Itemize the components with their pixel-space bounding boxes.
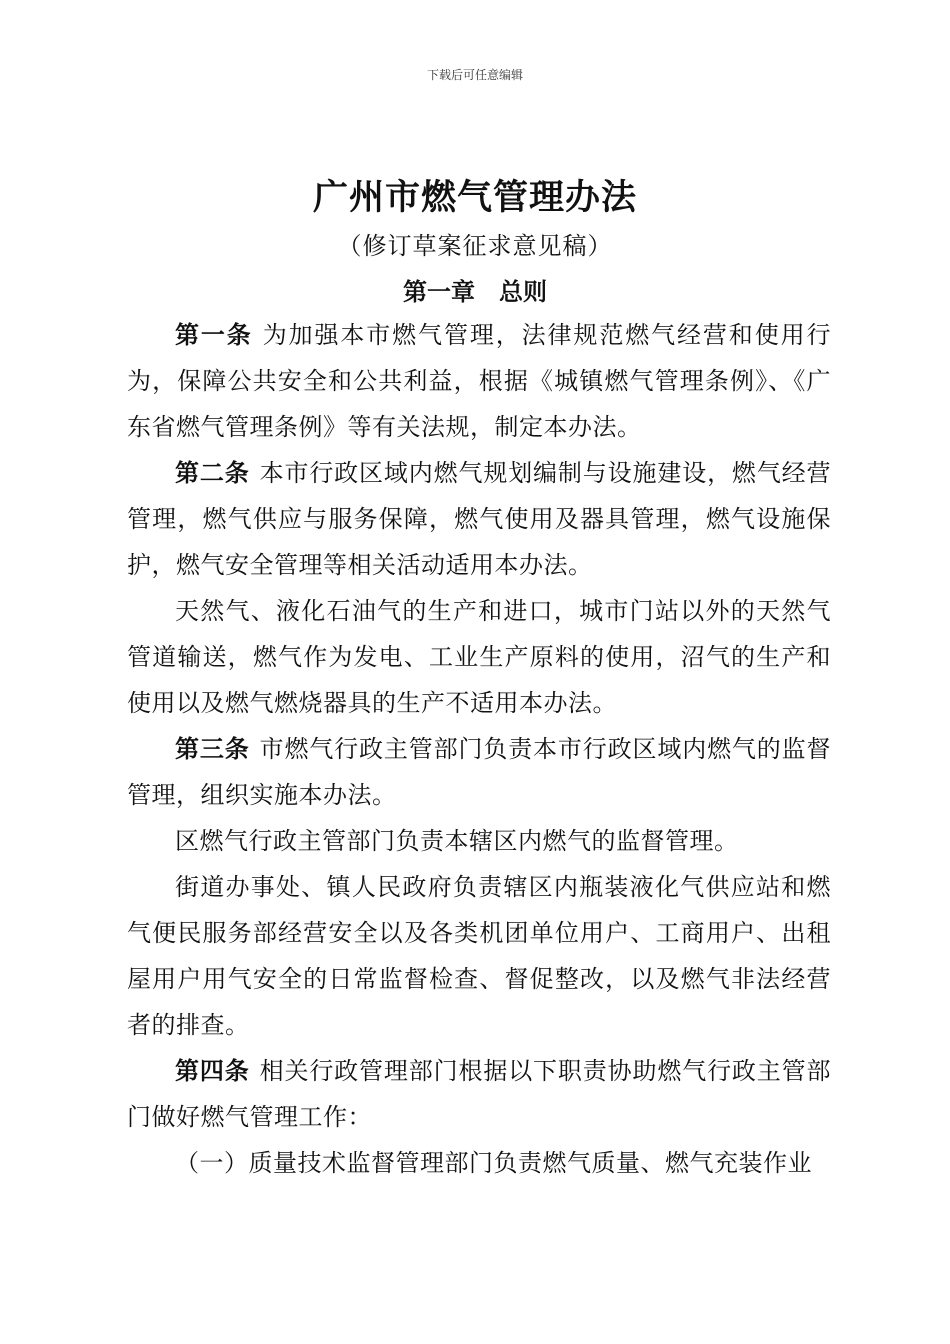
article-number: 第四条: [175, 1057, 250, 1085]
paragraph-text: 为加强本市燃气管理，法律规范燃气经营和使用行为，保障公共安全和公共利益，根据《城镇燃气管理条例》、《广东省燃气管理条例》等有关法规，制定本办法。: [127, 321, 831, 441]
paragraph-text: （一）质量技术监督管理部门负责燃气质量、燃气充装作业: [175, 1149, 812, 1177]
article-number: 第二条: [175, 459, 250, 487]
paragraph-text: 天然气、液化石油气的生产和进口，城市门站以外的天然气管道输送，燃气作为发电、工业生产原料的使用，沼气的生产和使用以及燃气燃烧器具的生产不适用本办法。: [127, 597, 831, 717]
header-note: 下载后可任意编辑: [426, 68, 523, 82]
paragraph-text: 市燃气行政主管部门负责本市行政区域内燃气的监督管理，组织实施本办法。: [127, 735, 832, 809]
article-number: 第三条: [175, 735, 250, 763]
article-number: 第一条: [175, 321, 253, 349]
chapter-heading: 第一章 总则: [403, 278, 547, 306]
paragraph-text: 本市行政区域内燃气规划编制与设施建设，燃气经营管理，燃气供应与服务保障，燃气使用及器具管理，燃气设施保护，燃气安全管理等相关活动适用本办法。: [127, 459, 832, 579]
document-title: 广州市燃气管理办法: [312, 177, 637, 218]
article-2-paragraph: [127, 450, 831, 588]
article-4-item-1: [127, 1140, 831, 1186]
article-3-continuation: [127, 818, 831, 864]
article-3-continuation: [127, 864, 831, 1048]
document-body: [127, 312, 831, 1186]
paragraph-text: 区燃气行政主管部门负责本辖区内燃气的监督管理。: [175, 827, 739, 855]
article-4-paragraph: [127, 1048, 831, 1140]
article-2-continuation: [127, 588, 831, 726]
paragraph-text: 相关行政管理部门根据以下职责协助燃气行政主管部门做好燃气管理工作：: [127, 1057, 832, 1131]
article-1-paragraph: [127, 312, 831, 450]
paragraph-text: 街道办事处、镇人民政府负责辖区内瓶装液化气供应站和燃气便民服务部经营安全以及各类机团单位用户、工商用户、出租屋用户用气安全的日常监督检查、督促整改，以及燃气非法经营者的排查。: [127, 873, 831, 1039]
article-3-paragraph: [127, 726, 831, 818]
document-subtitle: （修订草案征求意见稿）: [337, 232, 613, 260]
